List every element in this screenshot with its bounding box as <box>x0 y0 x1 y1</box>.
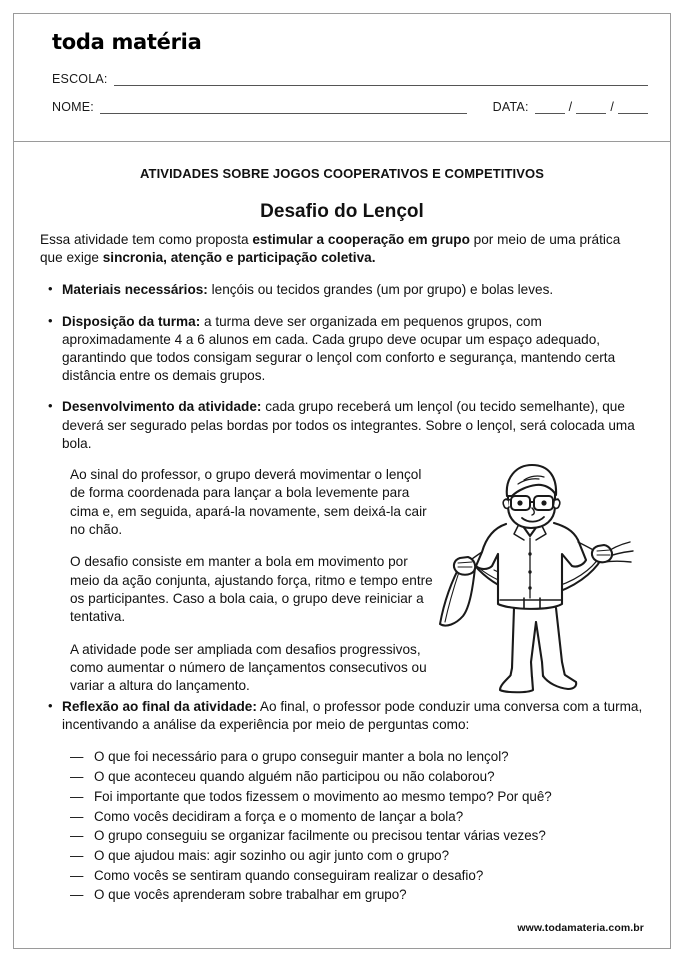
activity-bullet-list <box>40 281 644 453</box>
footer-url: www.todamateria.com.br <box>517 922 644 934</box>
list-item: — O que vocês aprenderam sobre trabalhar em grupo? <box>70 885 644 905</box>
bullet-label: Disposição da turma: <box>62 313 201 329</box>
date-slash-1: / <box>568 100 573 114</box>
list-item <box>40 398 644 453</box>
description-paragraph: O desafio consiste em manter a bola em movimento por meio da ação conjunta, ajustando força, ritmo e tempo entre os participantes. Caso a bola caia, o grupo deve reiniciar a tentativa. <box>70 554 433 625</box>
date-day-line[interactable] <box>535 102 565 114</box>
worksheet-header <box>14 14 670 142</box>
bullet-label: Desenvolvimento da atividade: <box>62 399 262 415</box>
name-input-line[interactable] <box>100 102 467 114</box>
date-label: DATA: <box>492 100 529 114</box>
reflection-question-list <box>40 747 644 905</box>
section-kicker: ATIVIDADES SOBRE JOGOS COOPERATIVOS E COMPETITIVOS <box>140 166 544 181</box>
bullet-text: lençóis ou tecidos grandes (um por grupo) e bolas leves. <box>207 282 554 298</box>
worksheet-content <box>14 142 670 905</box>
intro-bold-1: estimular a cooperação em grupo <box>252 232 470 247</box>
text-and-illustration-block <box>40 466 644 698</box>
description-paragraph: A atividade pode ser ampliada com desafios progressivos, como aumentar o número de lançamentos consecutivos ou variar a altura do lançamento. <box>70 641 427 694</box>
reflection-text: Ao final, o professor pode conduzir uma conversa com a turma, incentivando a análise da experiência por meio de perguntas como: <box>62 699 643 733</box>
list-item: — O que ajudou mais: agir sozinho ou agir junto com o grupo? <box>70 846 644 866</box>
activity-description-text <box>40 466 440 696</box>
intro-paragraph <box>40 231 644 267</box>
school-label: ESCOLA: <box>52 72 108 86</box>
boy-holding-sheet-illustration <box>432 462 648 698</box>
bullet-text: a turma deve ser organizada em pequenos grupos, com aproximadamente 4 a 6 alunos em cada. Cada grupo deve ocupar um espaço adequado, garantindo que todos consigam segurar o lençol com conforto e segurança, mantendo certa distância entre os demais grupos. <box>62 313 616 384</box>
page-title: Desafio do Lençol <box>260 201 424 222</box>
date-month-line[interactable] <box>576 102 606 114</box>
list-item <box>40 313 644 386</box>
name-date-field-row <box>52 100 648 114</box>
description-paragraph: Ao sinal do professor, o grupo deverá movimentar o lençol de forma coordenada para lançar a bola levemente para cima e, em seguida, apará-la novamente, sem deixá-la cair no chão. <box>70 467 427 538</box>
list-item <box>40 698 644 734</box>
list-item: — O que foi necessário para o grupo conseguir manter a bola no lençol? <box>70 747 644 767</box>
bullet-label: Materiais necessários: <box>62 282 208 298</box>
list-item: — O grupo conseguiu se organizar facilmente ou precisou tentar várias vezes? <box>70 826 644 846</box>
worksheet-page <box>13 13 671 949</box>
reflection-label: Reflexão ao final da atividade: <box>62 699 257 715</box>
date-year-line[interactable] <box>618 102 648 114</box>
list-item: — Como vocês decidiram a força e o momento de lançar a bola? <box>70 807 644 827</box>
list-item: — Foi importante que todos fizessem o movimento ao mesmo tempo? Por quê? <box>70 787 644 807</box>
name-label: NOME: <box>52 100 94 114</box>
brand-logo: toda matéria <box>52 30 202 54</box>
intro-text-2: por meio de uma prática que exige <box>40 232 621 266</box>
reflection-bullet-list <box>40 698 644 734</box>
school-field-row <box>52 72 648 86</box>
date-slash-2: / <box>610 100 614 114</box>
intro-bold-2: sincronia, atenção e participação coletiva. <box>102 250 376 266</box>
intro-text-1: Essa atividade tem como proposta <box>40 232 253 247</box>
list-item: — O que aconteceu quando alguém não participou ou não colaborou? <box>70 767 644 787</box>
bullet-text: cada grupo receberá um lençol (ou tecido semelhante), que deverá ser segurado pelas bordas por todos os integrantes. Sobre o lençol, será colocada uma bola. <box>62 399 635 451</box>
list-item <box>40 281 644 299</box>
list-item: — Como vocês se sentiram quando conseguiram realizar o desafio? <box>70 866 644 886</box>
school-input-line[interactable] <box>114 74 648 86</box>
